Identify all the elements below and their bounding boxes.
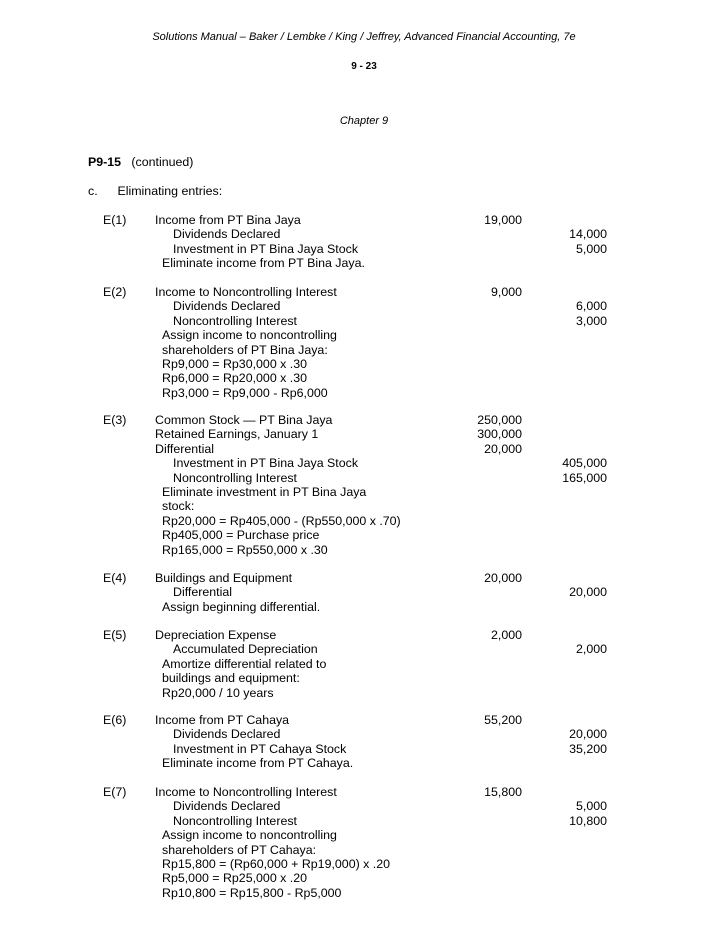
entry-line	[0, 442, 728, 456]
section-title: Eliminating entries:	[117, 184, 223, 198]
problem-id: P9-15	[88, 155, 122, 169]
entry-id: E(2)	[103, 285, 127, 299]
entry-line	[0, 857, 728, 871]
entry-line	[0, 671, 728, 685]
entry-line	[0, 799, 728, 813]
credit-amount: 5,000	[575, 241, 607, 256]
debit-amount: 20,000	[484, 571, 522, 585]
entry-explanation: Assign income to noncontrolling	[162, 328, 337, 343]
entry-line	[0, 828, 728, 842]
section-letter: c.	[88, 184, 98, 198]
entry-line	[0, 686, 728, 700]
credit-account: Investment in PT Bina Jaya Stock	[173, 456, 359, 471]
entry-explanation: Assign beginning differential.	[162, 599, 321, 614]
entry-line	[0, 427, 728, 441]
debit-account: Income to Noncontrolling Interest	[155, 785, 337, 799]
credit-account: Dividends Declared	[173, 799, 281, 814]
debit-amount: 19,000	[484, 213, 522, 227]
entry-line	[0, 742, 728, 756]
entry-line	[0, 413, 728, 427]
credit-amount: 3,000	[575, 313, 607, 328]
entry-id: E(5)	[103, 628, 127, 642]
entry-line	[0, 727, 728, 741]
entry-line	[0, 242, 728, 256]
entry-line	[0, 285, 728, 299]
entry-line	[0, 785, 728, 799]
entry-line	[0, 843, 728, 857]
entry-explanation: Rp3,000 = Rp9,000 - Rp6,000	[162, 385, 328, 400]
entry-explanation: Rp6,000 = Rp20,000 x .30	[162, 371, 308, 386]
debit-account: Income from PT Bina Jaya	[155, 213, 301, 227]
debit-amount: 20,000	[484, 441, 522, 456]
debit-amount: 2,000	[490, 628, 522, 642]
entry-line	[0, 485, 728, 499]
entry-line	[0, 756, 728, 770]
credit-account: Accumulated Depreciation	[173, 642, 318, 657]
entry-line	[0, 657, 728, 671]
entry-line	[0, 328, 728, 342]
page-number: 9 - 23	[351, 61, 377, 72]
entry-line	[0, 600, 728, 614]
journal-entry	[0, 571, 728, 614]
entry-line	[0, 471, 728, 485]
entry-id: E(7)	[103, 785, 127, 799]
entry-line	[0, 256, 728, 270]
credit-amount: 165,000	[562, 470, 607, 485]
entry-id: E(4)	[103, 571, 127, 585]
debit-amount: 250,000	[477, 413, 522, 427]
entry-explanation: Rp10,800 = Rp15,800 - Rp5,000	[162, 885, 342, 900]
debit-account: Income to Noncontrolling Interest	[155, 285, 337, 299]
entry-explanation: Eliminate income from PT Bina Jaya.	[162, 256, 365, 271]
entry-line	[0, 314, 728, 328]
entry-explanation: Rp165,000 = Rp550,000 x .30	[162, 542, 328, 557]
entry-explanation: Eliminate income from PT Cahaya.	[162, 756, 354, 771]
entry-explanation: Amortize differential related to	[162, 656, 327, 671]
credit-account: Investment in PT Bina Jaya Stock	[173, 241, 359, 256]
journal-entry	[0, 713, 728, 771]
credit-amount: 2,000	[575, 642, 607, 657]
entry-line	[0, 628, 728, 642]
entry-line	[0, 886, 728, 900]
debit-account: Differential	[155, 441, 215, 456]
entry-explanation: Rp15,800 = (Rp60,000 + Rp19,000) x .20	[162, 856, 391, 871]
entry-line	[0, 371, 728, 385]
entry-line	[0, 386, 728, 400]
debit-account: Retained Earnings, January 1	[155, 427, 319, 442]
journal-entry	[0, 285, 728, 400]
credit-amount: 14,000	[569, 227, 607, 242]
credit-amount: 10,800	[569, 813, 607, 828]
entry-explanation: Rp9,000 = Rp30,000 x .30	[162, 356, 308, 371]
entry-explanation: shareholders of PT Bina Jaya:	[162, 342, 328, 357]
credit-amount: 20,000	[569, 727, 607, 742]
debit-amount: 300,000	[477, 427, 522, 442]
problem-note: (continued)	[131, 155, 194, 169]
entry-line	[0, 713, 728, 727]
entry-explanation: Rp20,000 = Rp405,000 - (Rp550,000 x .70)	[162, 513, 401, 528]
entry-line	[0, 299, 728, 313]
credit-account: Noncontrolling Interest	[173, 313, 297, 328]
entry-explanation: Rp5,000 = Rp25,000 x .20	[162, 871, 308, 886]
entry-id: E(1)	[103, 213, 127, 227]
entry-line	[0, 528, 728, 542]
entry-explanation: buildings and equipment:	[162, 671, 300, 686]
entry-line	[0, 499, 728, 513]
debit-amount: 15,800	[484, 785, 522, 799]
debit-account: Depreciation Expense	[155, 628, 277, 642]
credit-amount: 5,000	[575, 799, 607, 814]
entry-explanation: Eliminate investment in PT Bina Jaya	[162, 484, 367, 499]
entry-explanation: Rp405,000 = Purchase price	[162, 528, 320, 543]
credit-account: Differential	[173, 585, 233, 600]
entry-line	[0, 357, 728, 371]
credit-amount: 405,000	[562, 456, 607, 471]
journal-entry	[0, 628, 728, 700]
journal-entry	[0, 213, 728, 271]
entry-line	[0, 642, 728, 656]
entry-line	[0, 871, 728, 885]
entry-line	[0, 456, 728, 470]
entry-id: E(3)	[103, 413, 127, 427]
debit-account: Buildings and Equipment	[155, 571, 293, 585]
chapter-heading: Chapter 9	[339, 115, 389, 127]
credit-amount: 35,200	[569, 741, 607, 756]
credit-account: Dividends Declared	[173, 727, 281, 742]
section-heading	[88, 184, 222, 198]
credit-account: Noncontrolling Interest	[173, 470, 297, 485]
entry-line	[0, 571, 728, 585]
entry-id: E(6)	[103, 713, 127, 727]
entry-line	[0, 227, 728, 241]
entry-explanation: stock:	[162, 499, 195, 514]
debit-amount: 9,000	[490, 285, 522, 299]
credit-amount: 20,000	[569, 585, 607, 600]
running-header: Solutions Manual – Baker / Lembke / King / Jeffrey, Advanced Financial Accounting, 7e	[152, 31, 576, 43]
entry-line	[0, 213, 728, 227]
credit-account: Investment in PT Cahaya Stock	[173, 741, 347, 756]
entry-line	[0, 514, 728, 528]
credit-amount: 6,000	[575, 299, 607, 314]
credit-account: Dividends Declared	[173, 299, 281, 314]
debit-account: Common Stock — PT Bina Jaya	[155, 413, 333, 427]
debit-amount: 55,200	[484, 713, 522, 727]
entry-line	[0, 814, 728, 828]
entry-explanation: shareholders of PT Cahaya:	[162, 842, 317, 857]
entry-explanation: Assign income to noncontrolling	[162, 828, 337, 843]
journal-entry	[0, 413, 728, 557]
entry-line	[0, 585, 728, 599]
entry-explanation: Rp20,000 / 10 years	[162, 685, 274, 700]
debit-account: Income from PT Cahaya	[155, 713, 290, 727]
journal-entry	[0, 785, 728, 900]
entry-line	[0, 543, 728, 557]
entry-line	[0, 343, 728, 357]
problem-heading	[88, 155, 193, 169]
credit-account: Noncontrolling Interest	[173, 813, 297, 828]
credit-account: Dividends Declared	[173, 227, 281, 242]
